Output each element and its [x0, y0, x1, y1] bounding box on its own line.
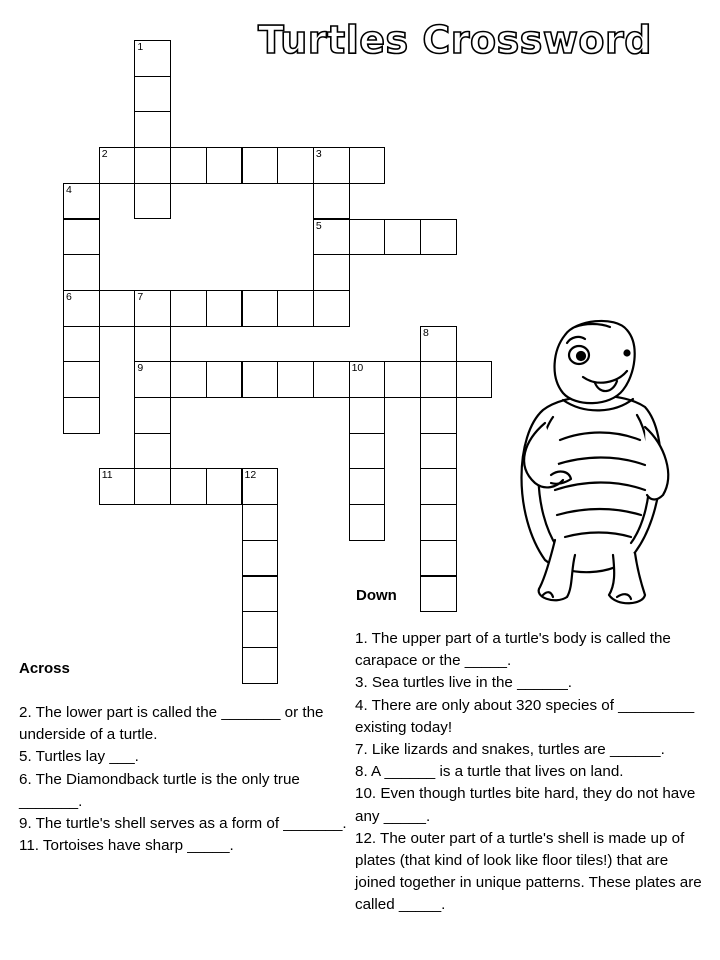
- grid-cell[interactable]: [313, 254, 350, 291]
- grid-cell[interactable]: [206, 147, 243, 184]
- grid-cell[interactable]: [420, 361, 457, 398]
- grid-cell[interactable]: [420, 576, 457, 613]
- cell-number: 11: [101, 469, 113, 482]
- grid-cell[interactable]: [313, 183, 350, 220]
- grid-cell[interactable]: [242, 290, 279, 327]
- grid-cell[interactable]: [313, 290, 350, 327]
- grid-cell[interactable]: [420, 468, 457, 505]
- grid-cell[interactable]: [63, 219, 100, 256]
- cell-number: 7: [137, 290, 144, 303]
- down-heading: Down: [356, 587, 397, 604]
- grid-cell[interactable]: [242, 361, 279, 398]
- page-title: Turtles Crossword: [258, 18, 652, 62]
- down-clue-7: 7. Like lizards and snakes, turtles are ______.: [355, 741, 665, 759]
- grid-cell[interactable]: [206, 290, 243, 327]
- grid-cell[interactable]: [63, 361, 100, 398]
- grid-cell[interactable]: [134, 326, 171, 363]
- cell-number: 8: [423, 326, 429, 339]
- grid-cell[interactable]: [63, 397, 100, 434]
- grid-cell[interactable]: [384, 361, 421, 398]
- down-clue-1: 1. The upper part of a turtle's body is called the carapace or the _____.: [355, 630, 671, 670]
- grid-cell[interactable]: [420, 504, 457, 541]
- cell-number: 10: [351, 362, 364, 375]
- grid-cell[interactable]: [63, 290, 100, 327]
- across-clue-2: 2. The lower part is called the _______ or the underside of a turtle.: [19, 704, 324, 744]
- grid-cell[interactable]: [456, 361, 493, 398]
- grid-cell[interactable]: [134, 433, 171, 470]
- grid-cell[interactable]: [349, 504, 386, 541]
- grid-cell[interactable]: [420, 326, 457, 363]
- grid-cell[interactable]: [242, 576, 279, 613]
- grid-cell[interactable]: [242, 540, 279, 577]
- grid-cell[interactable]: [277, 361, 314, 398]
- grid-cell[interactable]: [134, 183, 171, 220]
- down-clue-4: 4. There are only about 320 species of _________ existing today!: [355, 696, 695, 736]
- across-clue-11: 11. Tortoises have sharp _____.: [19, 837, 234, 855]
- cell-number: 2: [101, 148, 108, 161]
- grid-cell[interactable]: [63, 326, 100, 363]
- down-clue-10: 10. Even though turtles bite hard, they do not have any _____.: [355, 785, 696, 825]
- cell-number: 5: [315, 219, 322, 232]
- grid-cell[interactable]: [349, 468, 386, 505]
- grid-cell[interactable]: [277, 290, 314, 327]
- grid-cell[interactable]: [242, 468, 279, 505]
- grid-cell[interactable]: [99, 147, 136, 184]
- grid-cell[interactable]: [242, 647, 279, 684]
- grid-cell[interactable]: [349, 361, 386, 398]
- down-clue-12: 12. The outer part of a turtle's shell is made up of plates (that kind of look like floor tiles!) that are joined together in unique patterns. These plates are called _____.: [355, 829, 702, 914]
- grid-cell[interactable]: [134, 290, 171, 327]
- grid-cell[interactable]: [420, 397, 457, 434]
- grid-cell[interactable]: [134, 40, 171, 77]
- down-clue-list: [355, 628, 705, 917]
- grid-cell[interactable]: [277, 147, 314, 184]
- grid-cell[interactable]: [349, 397, 386, 434]
- grid-cell[interactable]: [420, 540, 457, 577]
- down-clue-8: 8. A ______ is a turtle that lives on land.: [355, 763, 624, 781]
- grid-cell[interactable]: [384, 219, 421, 256]
- cell-number: 3: [315, 148, 322, 161]
- grid-cell[interactable]: [170, 147, 207, 184]
- grid-cell[interactable]: [170, 361, 207, 398]
- across-clue-9: 9. The turtle's shell serves as a form of _______.: [19, 815, 347, 833]
- grid-cell[interactable]: [420, 433, 457, 470]
- grid-cell[interactable]: [99, 290, 136, 327]
- grid-cell[interactable]: [206, 361, 243, 398]
- grid-cell[interactable]: [313, 147, 350, 184]
- down-clue-3: 3. Sea turtles live in the ______.: [355, 674, 572, 692]
- grid-cell[interactable]: [134, 147, 171, 184]
- turtle-illustration: [505, 315, 690, 610]
- grid-cell[interactable]: [170, 290, 207, 327]
- across-clue-5: 5. Turtles lay ___.: [19, 748, 139, 766]
- grid-cell[interactable]: [134, 76, 171, 113]
- cell-number: 6: [66, 290, 72, 303]
- grid-cell[interactable]: [170, 468, 207, 505]
- grid-cell[interactable]: [99, 468, 136, 505]
- cell-number: 4: [66, 183, 72, 196]
- grid-cell[interactable]: [242, 504, 279, 541]
- grid-cell[interactable]: [134, 111, 171, 148]
- grid-cell[interactable]: [349, 219, 386, 256]
- grid-cell[interactable]: [420, 219, 457, 256]
- cell-number: 12: [244, 469, 257, 482]
- grid-cell[interactable]: [206, 468, 243, 505]
- grid-cell[interactable]: [63, 183, 100, 220]
- across-clue-6: 6. The Diamondback turtle is the only true _______.: [19, 770, 300, 810]
- grid-cell[interactable]: [63, 254, 100, 291]
- cell-number: 1: [137, 41, 144, 53]
- grid-cell[interactable]: [349, 147, 386, 184]
- grid-cell[interactable]: [313, 219, 350, 256]
- cell-number: 9: [137, 362, 144, 375]
- grid-cell[interactable]: [134, 361, 171, 398]
- across-clue-list: [19, 702, 351, 857]
- grid-cell[interactable]: [242, 611, 279, 648]
- across-heading: Across: [19, 660, 70, 677]
- grid-cell[interactable]: [349, 433, 386, 470]
- grid-cell[interactable]: [134, 468, 171, 505]
- grid-cell[interactable]: [134, 397, 171, 434]
- grid-cell[interactable]: [242, 147, 279, 184]
- grid-cell[interactable]: [313, 361, 350, 398]
